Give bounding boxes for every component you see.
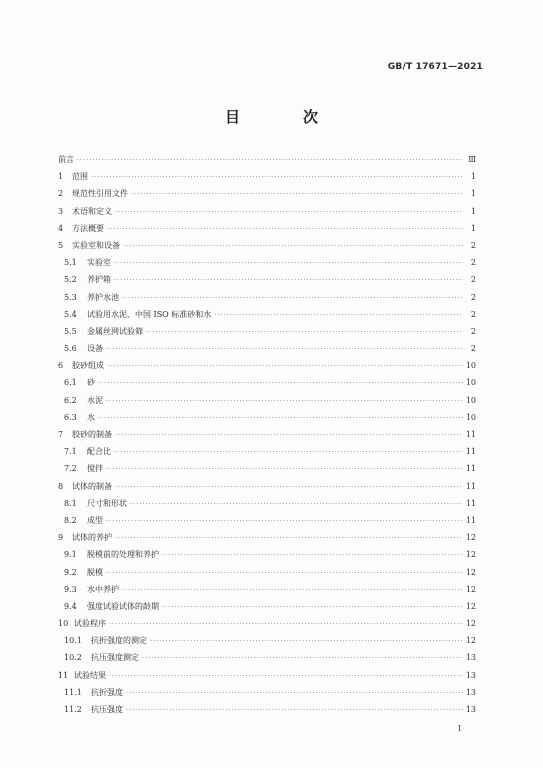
toc-page-number: 2: [470, 292, 476, 302]
dot-leader: [106, 513, 463, 530]
footer-page-number: I: [457, 724, 461, 733]
toc-subentry[interactable]: [58, 323, 476, 340]
toc-entry[interactable]: [58, 426, 476, 443]
toc-label: 金属丝网试验筛: [87, 326, 143, 336]
toc-label: 方法概要: [72, 223, 104, 233]
toc-number: 6.3: [64, 412, 77, 422]
toc-number: 5.4: [64, 309, 77, 319]
toc-label: 胶砂的制备: [72, 430, 112, 439]
toc-label: 强度试验试体的龄期: [87, 601, 159, 611]
dot-leader: [146, 324, 463, 341]
toc-entry[interactable]: [58, 220, 476, 237]
toc-number: 6: [58, 361, 64, 371]
toc-label: 胶砂组成: [72, 361, 104, 371]
toc-label: 试验结果: [74, 670, 106, 680]
toc-entry[interactable]: [58, 151, 476, 168]
toc-page-number: 10: [465, 361, 476, 371]
dot-leader: [115, 427, 463, 444]
toc-subentry[interactable]: [58, 684, 476, 701]
toc-subentry[interactable]: [58, 460, 476, 477]
toc-page-number: 2: [470, 326, 476, 336]
toc-label: 养护箱: [87, 275, 111, 285]
toc-label: 实验室和设备: [72, 240, 120, 250]
toc-number: 4: [58, 223, 64, 233]
toc-page-number: 11: [465, 515, 476, 525]
toc-number: 5.6: [64, 344, 77, 354]
toc-subentry[interactable]: [58, 306, 476, 323]
dot-leader: [106, 565, 463, 582]
toc-number: 9: [58, 533, 64, 543]
toc-label: 成型: [87, 515, 103, 525]
toc-number: 10.1: [64, 636, 82, 646]
dot-leader: [122, 290, 463, 307]
dot-leader: [107, 358, 463, 375]
toc-entry[interactable]: [58, 667, 476, 684]
dot-leader: [115, 530, 463, 547]
dot-leader: [98, 410, 463, 427]
toc-label: 搅拌: [87, 464, 103, 474]
dot-leader: [91, 169, 463, 186]
dot-leader: [106, 461, 463, 478]
toc-page-number: 1: [470, 206, 476, 216]
toc-page-number: 2: [470, 309, 476, 319]
toc-number: 9.3: [64, 584, 77, 594]
toc-number: 8.1: [64, 498, 77, 508]
dot-leader: [114, 255, 463, 272]
toc-label: 规范性引用文件: [72, 189, 128, 199]
toc-number: 9.2: [64, 567, 77, 577]
toc-label: 术语和定义: [72, 206, 112, 216]
toc-page-number: 10: [465, 395, 476, 405]
toc-entry[interactable]: [58, 357, 476, 374]
toc-number: 6.2: [64, 395, 77, 405]
toc-page-number: 2: [470, 344, 476, 354]
toc-label: 脱模前的处理和养护: [87, 550, 159, 560]
toc-page-number: 12: [465, 601, 476, 611]
toc-subentry[interactable]: [58, 701, 476, 718]
toc-number: 5.5: [64, 326, 77, 336]
toc-label: 抗压强度测定: [91, 653, 139, 663]
toc-label: 试体的制备: [72, 481, 112, 491]
toc-page-number: 1: [470, 223, 476, 233]
toc-label: 水: [87, 412, 95, 422]
toc-page-number: 11: [465, 481, 476, 491]
toc-number: 11.2: [64, 705, 82, 714]
dot-leader: [98, 375, 463, 392]
toc-number: 1: [58, 172, 64, 182]
toc-subentry[interactable]: [58, 649, 476, 666]
toc-number: 8: [58, 481, 64, 491]
toc-page-number: 10: [465, 412, 476, 422]
toc-page-number: 12: [465, 550, 476, 560]
toc-label: 抗压强度: [91, 705, 123, 714]
toc-entry[interactable]: [58, 185, 476, 202]
toc-subentry[interactable]: [58, 495, 476, 512]
table-of-contents: [58, 151, 476, 718]
toc-page-number: 12: [465, 567, 476, 577]
toc-number: 10.2: [64, 653, 82, 663]
toc-page-number: 1: [470, 172, 476, 182]
dot-leader: [214, 307, 463, 324]
dot-leader: [131, 186, 463, 203]
toc-label: 试验程序: [74, 619, 106, 629]
dot-leader: [107, 221, 463, 238]
dot-leader: [109, 616, 463, 633]
toc-subentry[interactable]: [58, 632, 476, 649]
standard-code: GB/T 17671—2021: [387, 62, 483, 72]
dot-leader: [142, 650, 463, 667]
dot-leader: [123, 238, 463, 255]
toc-number: 9.1: [64, 550, 77, 560]
toc-subentry[interactable]: [58, 581, 476, 598]
toc-label: 砂: [87, 378, 95, 388]
toc-label: 水泥: [87, 395, 103, 405]
toc-number: 9.4: [64, 601, 77, 611]
toc-page-number: 11: [465, 447, 476, 457]
dot-leader: [122, 582, 463, 599]
dot-leader: [126, 685, 463, 702]
page-title: 目 次: [224, 108, 342, 126]
dot-leader: [162, 599, 463, 616]
toc-page-number: 1: [470, 189, 476, 199]
toc-page-number: 2: [470, 240, 476, 250]
dot-leader: [115, 204, 463, 221]
toc-entry[interactable]: [58, 529, 476, 546]
toc-page-number: 11: [465, 498, 476, 508]
toc-subentry[interactable]: [58, 564, 476, 581]
toc-page-number: 12: [465, 533, 476, 543]
toc-number: 8.2: [64, 515, 77, 525]
dot-leader: [77, 152, 463, 169]
toc-page-number: 12: [465, 619, 476, 629]
toc-page-number: 13: [465, 670, 476, 680]
toc-label: 试体的养护: [72, 533, 112, 543]
toc-page-number: 11: [465, 464, 476, 474]
toc-page-number: 13: [465, 705, 476, 714]
dot-leader: [130, 496, 463, 513]
toc-label: 抗折强度的测定: [91, 636, 147, 646]
dot-leader: [114, 272, 463, 289]
toc-number: 5.3: [64, 292, 77, 302]
toc-label: 前言: [58, 155, 74, 164]
toc-page-number: 2: [470, 258, 476, 268]
toc-entry[interactable]: [58, 615, 476, 632]
toc-page-number: 12: [465, 584, 476, 594]
dot-leader: [150, 633, 463, 650]
toc-label: 配合比: [87, 447, 111, 457]
toc-entry[interactable]: [58, 237, 476, 254]
toc-subentry[interactable]: [58, 598, 476, 615]
toc-label: 养护水池: [87, 292, 119, 302]
toc-subentry[interactable]: [58, 392, 476, 409]
toc-number: 7.1: [64, 447, 77, 457]
dot-leader: [106, 341, 463, 358]
dot-leader: [126, 702, 463, 719]
toc-number: 7.2: [64, 464, 77, 474]
toc-number: 5: [58, 240, 64, 250]
toc-subentry[interactable]: [58, 271, 476, 288]
toc-number: 3: [58, 206, 64, 216]
toc-page-number: 12: [465, 636, 476, 646]
toc-subentry[interactable]: [58, 254, 476, 271]
toc-label: 试验用水泥、中国 ISO 标准砂和水: [87, 309, 212, 319]
toc-subentry[interactable]: [58, 546, 476, 563]
toc-page-number: 13: [465, 653, 476, 663]
toc-number: 10: [58, 619, 69, 629]
toc-page-number: Ⅲ: [468, 155, 476, 164]
toc-label: 实验室: [87, 258, 111, 268]
toc-page-number: 2: [470, 275, 476, 285]
toc-page-number: 13: [465, 687, 476, 697]
toc-entry[interactable]: [58, 203, 476, 220]
toc-page-number: 10: [465, 378, 476, 388]
toc-subentry[interactable]: [58, 340, 476, 357]
toc-subentry[interactable]: [58, 512, 476, 529]
toc-entry[interactable]: [58, 168, 476, 185]
dot-leader: [114, 444, 463, 461]
toc-label: 抗折强度: [91, 687, 123, 697]
toc-number: 6.1: [64, 378, 77, 388]
toc-label: 水中养护: [87, 584, 119, 594]
toc-number: 7: [58, 430, 64, 439]
toc-label: 设备: [87, 344, 103, 354]
toc-subentry[interactable]: [58, 443, 476, 460]
toc-subentry[interactable]: [58, 374, 476, 391]
toc-label: 范围: [72, 172, 88, 182]
toc-page-number: 11: [465, 430, 476, 439]
dot-leader: [109, 668, 463, 685]
toc-number: 5.1: [64, 258, 77, 268]
toc-number: 11: [58, 670, 69, 680]
toc-subentry[interactable]: [58, 409, 476, 426]
toc-subentry[interactable]: [58, 289, 476, 306]
dot-leader: [162, 547, 463, 564]
dot-leader: [106, 393, 463, 410]
toc-number: 11.1: [64, 687, 82, 697]
toc-label: 脱模: [87, 567, 103, 577]
toc-number: 5.2: [64, 275, 77, 285]
toc-label: 尺寸和形状: [87, 498, 127, 508]
toc-number: 2: [58, 189, 64, 199]
dot-leader: [115, 479, 463, 496]
toc-entry[interactable]: [58, 478, 476, 495]
